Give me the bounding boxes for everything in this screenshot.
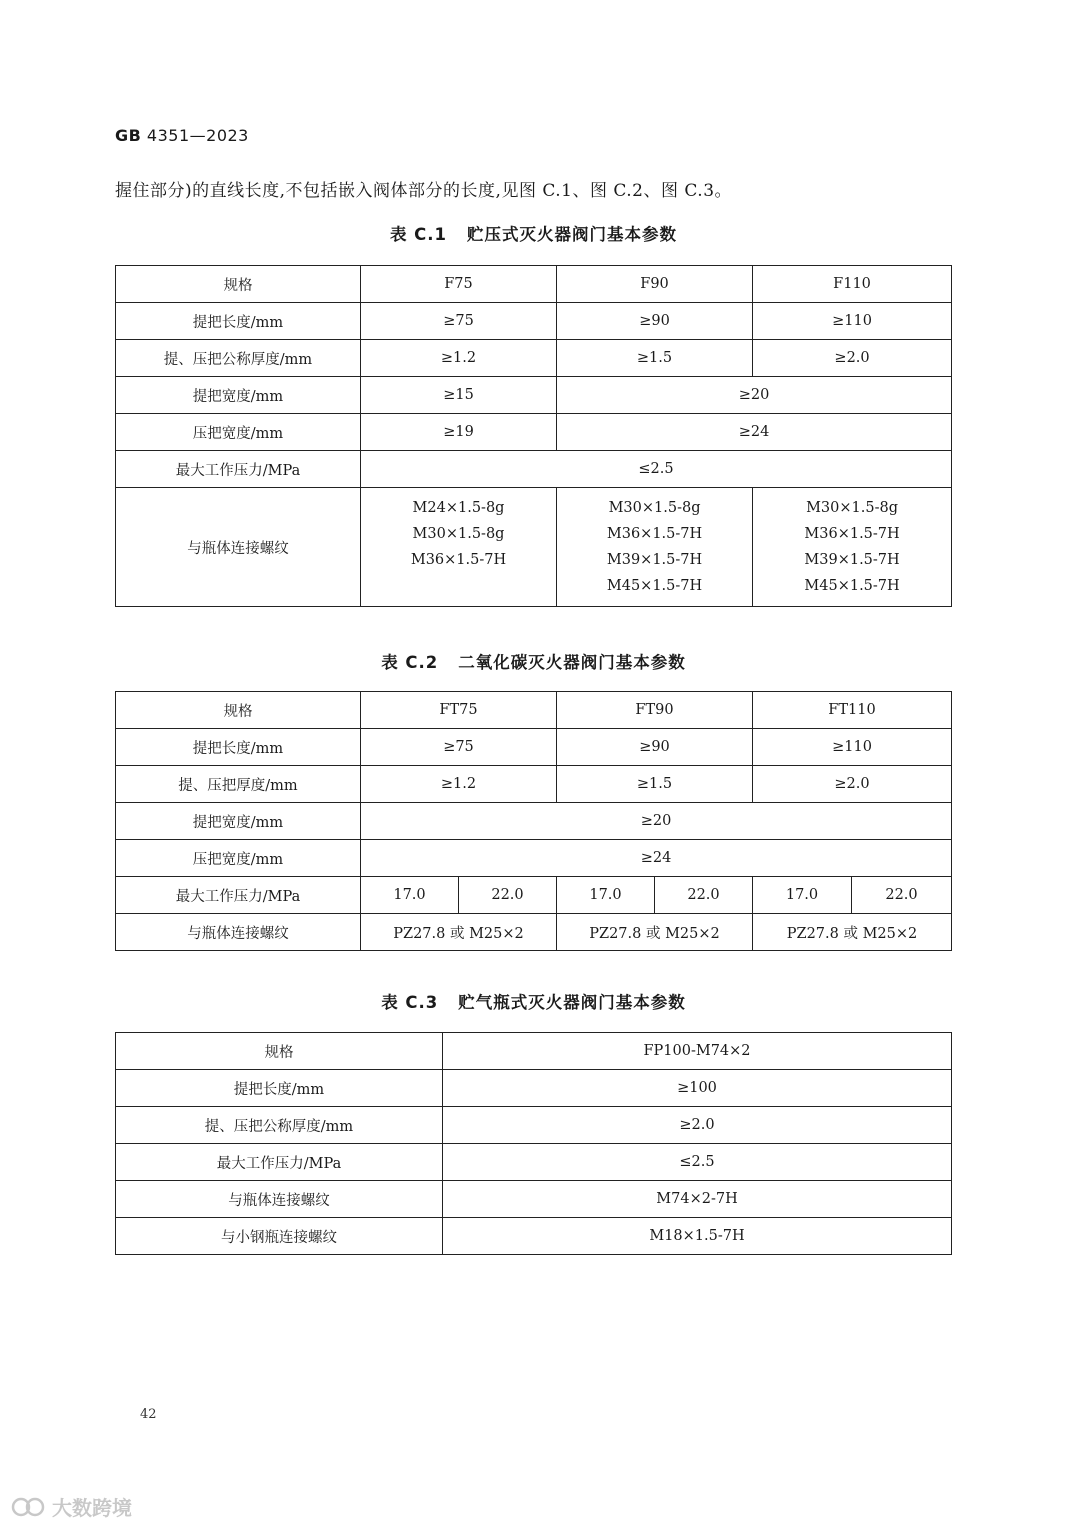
- table-cell: 22.0: [655, 877, 753, 914]
- row-label: 提、压把公称厚度/mm: [116, 1107, 443, 1144]
- table-cell: PZ27.8 或 M25×2: [753, 914, 952, 951]
- thread-spec: M36×1.5-7H: [606, 526, 703, 542]
- header-cell: 规格: [116, 692, 361, 729]
- row-label: 最大工作压力/MPa: [116, 877, 361, 914]
- table-cell: PZ27.8 或 M25×2: [557, 914, 753, 951]
- table-row: [116, 1218, 952, 1255]
- table-cell: ≥20: [557, 377, 952, 414]
- header-cell: 规格: [116, 1033, 443, 1070]
- row-label: 提、压把厚度/mm: [116, 766, 361, 803]
- table-row: [116, 414, 952, 451]
- thread-spec: M36×1.5-7H: [410, 552, 507, 568]
- table-row: [116, 877, 952, 914]
- table-cell: ≥1.2: [361, 766, 557, 803]
- table-row: [116, 303, 952, 340]
- thread-spec: M36×1.5-7H: [804, 526, 900, 542]
- thread-spec: M24×1.5-8g: [412, 500, 505, 516]
- thread-spec-spacer: [361, 573, 556, 599]
- table-c1-caption: [0, 221, 1067, 245]
- table-row: [116, 488, 952, 607]
- thread-spec: M45×1.5-7H: [606, 578, 703, 594]
- table-c2-number: 表 C.2: [381, 653, 439, 672]
- table-c1: [115, 265, 952, 607]
- row-label: 提把长度/mm: [116, 729, 361, 766]
- header-cell: F75: [361, 266, 557, 303]
- thread-spec: M39×1.5-7H: [804, 552, 900, 568]
- table-row: [116, 803, 952, 840]
- table-cell: ≥110: [753, 303, 952, 340]
- table-cell: ≥1.2: [361, 340, 557, 377]
- table-cell: PZ27.8 或 M25×2: [361, 914, 557, 951]
- thread-spec: M30×1.5-8g: [806, 500, 898, 516]
- table-cell: ≥75: [361, 303, 557, 340]
- thread-cell-f110: [753, 488, 952, 607]
- header-cell: FT90: [557, 692, 753, 729]
- row-label: 与瓶体连接螺纹: [116, 1181, 443, 1218]
- table-c3-caption: [0, 989, 1067, 1013]
- table-cell: ≥24: [557, 414, 952, 451]
- table-cell: 22.0: [852, 877, 952, 914]
- watermark-text: 大数跨境: [52, 1496, 132, 1520]
- table-cell: ≥19: [361, 414, 557, 451]
- table-row: [116, 766, 952, 803]
- row-label: 与瓶体连接螺纹: [116, 488, 361, 607]
- table-cell: M18×1.5-7H: [443, 1218, 952, 1255]
- table-row: [116, 451, 952, 488]
- table-cell: ≥1.5: [557, 766, 753, 803]
- table-cell: ≥110: [753, 729, 952, 766]
- table-cell: 17.0: [361, 877, 459, 914]
- row-label: 提把宽度/mm: [116, 377, 361, 414]
- table-cell: ≥75: [361, 729, 557, 766]
- table-row: [116, 692, 952, 729]
- standard-code: 4351—2023: [146, 126, 249, 145]
- thread-spec: M45×1.5-7H: [804, 578, 900, 594]
- header-cell: FP100-M74×2: [443, 1033, 952, 1070]
- row-label: 提、压把公称厚度/mm: [116, 340, 361, 377]
- table-cell: ≥2.0: [443, 1107, 952, 1144]
- table-row: [116, 1033, 952, 1070]
- table-row: [116, 729, 952, 766]
- table-row: [116, 1181, 952, 1218]
- table-row: [116, 914, 952, 951]
- table-row: [116, 840, 952, 877]
- header-cell: F90: [557, 266, 753, 303]
- row-label: 压把宽度/mm: [116, 414, 361, 451]
- watermark: [10, 1492, 132, 1521]
- header-cell: FT110: [753, 692, 952, 729]
- thread-cell-f90: [557, 488, 753, 607]
- thread-spec: M30×1.5-8g: [412, 526, 505, 542]
- row-label: 提把宽度/mm: [116, 803, 361, 840]
- table-row: [116, 1107, 952, 1144]
- table-row: [116, 340, 952, 377]
- table-row: [116, 266, 952, 303]
- table-c2: [115, 691, 952, 951]
- header-cell: 规格: [116, 266, 361, 303]
- table-cell: ≥24: [361, 840, 952, 877]
- standard-prefix: GB: [115, 126, 142, 145]
- table-cell: 17.0: [557, 877, 655, 914]
- table-row: [116, 377, 952, 414]
- table-c3-number: 表 C.3: [381, 993, 439, 1012]
- table-cell: ≥15: [361, 377, 557, 414]
- table-c1-title: 贮压式灭火器阀门基本参数: [467, 225, 678, 244]
- table-cell: ≥90: [557, 303, 753, 340]
- table-c3: [115, 1032, 952, 1255]
- thread-spec: M39×1.5-7H: [606, 552, 703, 568]
- row-label: 最大工作压力/MPa: [116, 1144, 443, 1181]
- thread-spec: M30×1.5-8g: [608, 500, 701, 516]
- table-cell: ≥2.0: [753, 766, 952, 803]
- row-label: 最大工作压力/MPa: [116, 451, 361, 488]
- document-header: [115, 126, 249, 145]
- table-c2-caption: [0, 649, 1067, 673]
- row-label: 提把长度/mm: [116, 303, 361, 340]
- table-row: [116, 1144, 952, 1181]
- table-cell: 17.0: [753, 877, 852, 914]
- thread-cell-f75: [361, 488, 557, 607]
- row-label: 与小钢瓶连接螺纹: [116, 1218, 443, 1255]
- table-cell: 22.0: [459, 877, 557, 914]
- watermark-logo-icon: [10, 1496, 46, 1518]
- table-row: [116, 1070, 952, 1107]
- page-number: 42: [140, 1407, 157, 1422]
- table-c3-title: 贮气瓶式灭火器阀门基本参数: [458, 993, 686, 1012]
- table-cell: ≤2.5: [361, 451, 952, 488]
- table-cell: ≥90: [557, 729, 753, 766]
- table-c1-number: 表 C.1: [389, 225, 448, 244]
- row-label: 提把长度/mm: [116, 1070, 443, 1107]
- table-cell: ≥1.5: [557, 340, 753, 377]
- table-cell: ≤2.5: [443, 1144, 952, 1181]
- table-c2-title: 二氧化碳灭火器阀门基本参数: [458, 653, 686, 672]
- intro-paragraph: 握住部分)的直线长度,不包括嵌入阀体部分的长度,见图 C.1、图 C.2、图 C.3。: [115, 181, 733, 201]
- table-cell: ≥20: [361, 803, 952, 840]
- table-cell: ≥100: [443, 1070, 952, 1107]
- header-cell: F110: [753, 266, 952, 303]
- table-cell: ≥2.0: [753, 340, 952, 377]
- row-label: 压把宽度/mm: [116, 840, 361, 877]
- table-cell: M74×2-7H: [443, 1181, 952, 1218]
- header-cell: FT75: [361, 692, 557, 729]
- row-label: 与瓶体连接螺纹: [116, 914, 361, 951]
